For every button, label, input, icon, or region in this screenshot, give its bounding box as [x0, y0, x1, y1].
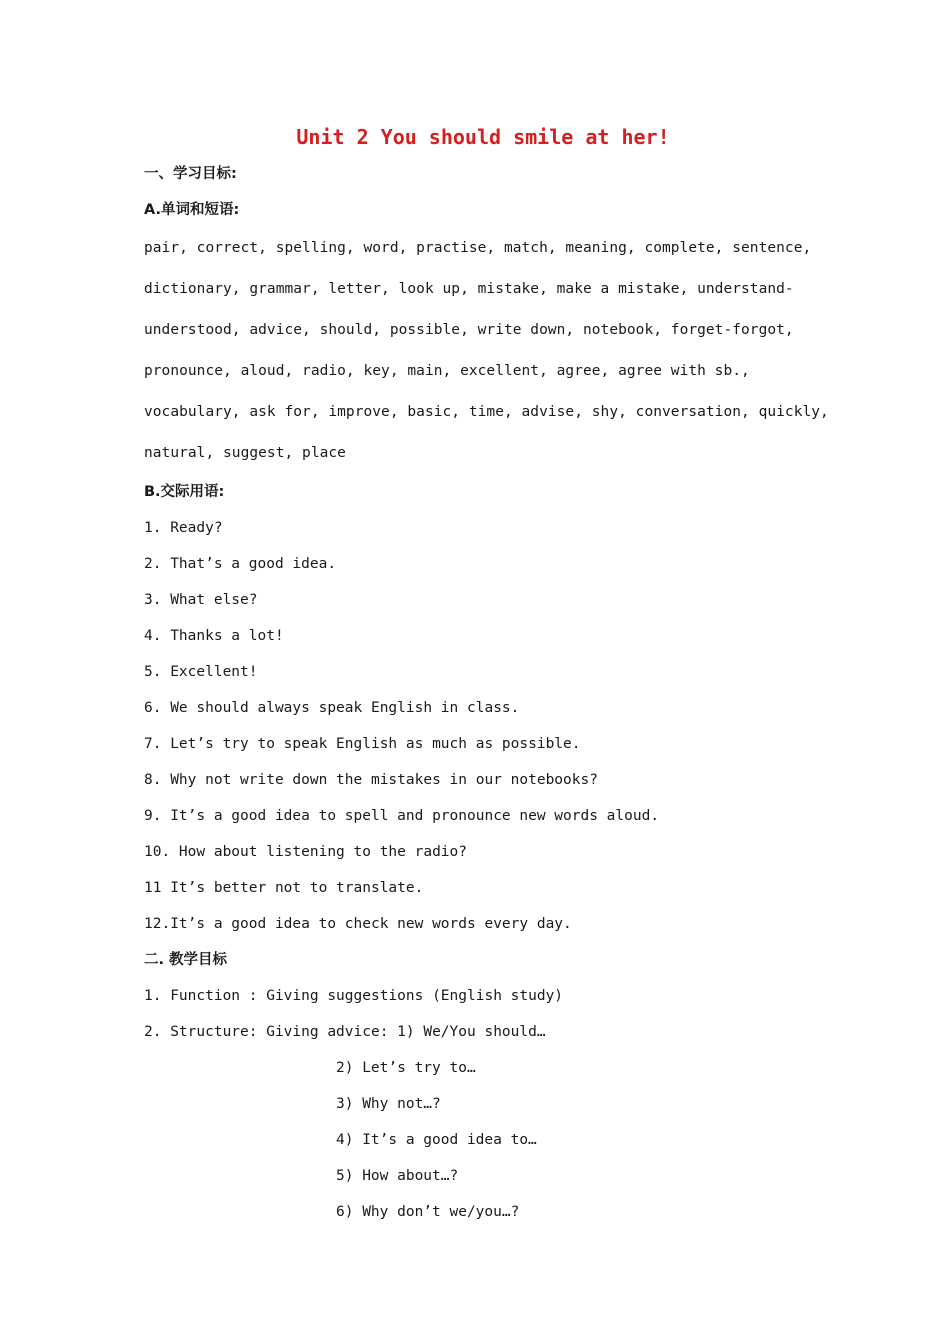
vocab-line: pair, correct, spelling, word, practise, match, meaning, complete, sentence,	[144, 240, 812, 256]
structure-item: 2) Let’s try to…	[336, 1060, 476, 1076]
vocab-line: pronounce, aloud, radio, key, main, excellent, agree, agree with sb.,	[144, 363, 750, 379]
section-heading-teaching-goals: 二. 教学目标	[144, 952, 228, 968]
list-item: 8. Why not write down the mistakes in our notebooks?	[144, 772, 598, 788]
structure-item: 5) How about…?	[336, 1168, 459, 1184]
structure-item: 3) Why not…?	[336, 1096, 441, 1112]
vocab-block	[144, 228, 829, 474]
section-heading-learning-goals: 一、学习目标:	[144, 166, 237, 182]
vocab-line: understood, advice, should, possible, write down, notebook, forget-forgot,	[144, 322, 794, 338]
phrase-list	[144, 510, 824, 942]
list-item: 1. Function : Giving suggestions (English study)	[144, 988, 564, 1004]
list-item: 9. It’s a good idea to spell and pronounce new words aloud.	[144, 808, 660, 824]
vocab-line: vocabulary, ask for, improve, basic, time, advise, shy, conversation, quickly,	[144, 404, 829, 420]
list-item: 2. That’s a good idea.	[144, 556, 337, 572]
vocab-line: natural, suggest, place	[144, 445, 346, 461]
page-title: Unit 2 You should smile at her!	[296, 125, 670, 149]
list-item: 6. We should always speak English in class.	[144, 700, 520, 716]
structure-item: 4) It’s a good idea to…	[336, 1132, 537, 1148]
subheading-words-phrases: A.单词和短语:	[144, 202, 240, 218]
list-item: 4. Thanks a lot!	[144, 628, 284, 644]
list-item: 2. Structure: Giving advice: 1) We/You should…	[144, 1024, 546, 1040]
list-item: 11 It’s better not to translate.	[144, 880, 424, 896]
subheading-communication-phrases: B.交际用语:	[144, 484, 225, 500]
list-item: 12.It’s a good idea to check new words every day.	[144, 916, 572, 932]
list-item: 10. How about listening to the radio?	[144, 844, 468, 860]
document-page	[144, 118, 829, 1230]
list-item: 5. Excellent!	[144, 664, 258, 680]
list-item: 1. Ready?	[144, 520, 223, 536]
vocab-line: dictionary, grammar, letter, look up, mistake, make a mistake, understand-	[144, 281, 794, 297]
structure-item: 6) Why don’t we/you…?	[336, 1204, 520, 1220]
list-item: 3. What else?	[144, 592, 258, 608]
list-item: 7. Let’s try to speak English as much as possible.	[144, 736, 581, 752]
teaching-goals-list	[144, 978, 824, 1230]
